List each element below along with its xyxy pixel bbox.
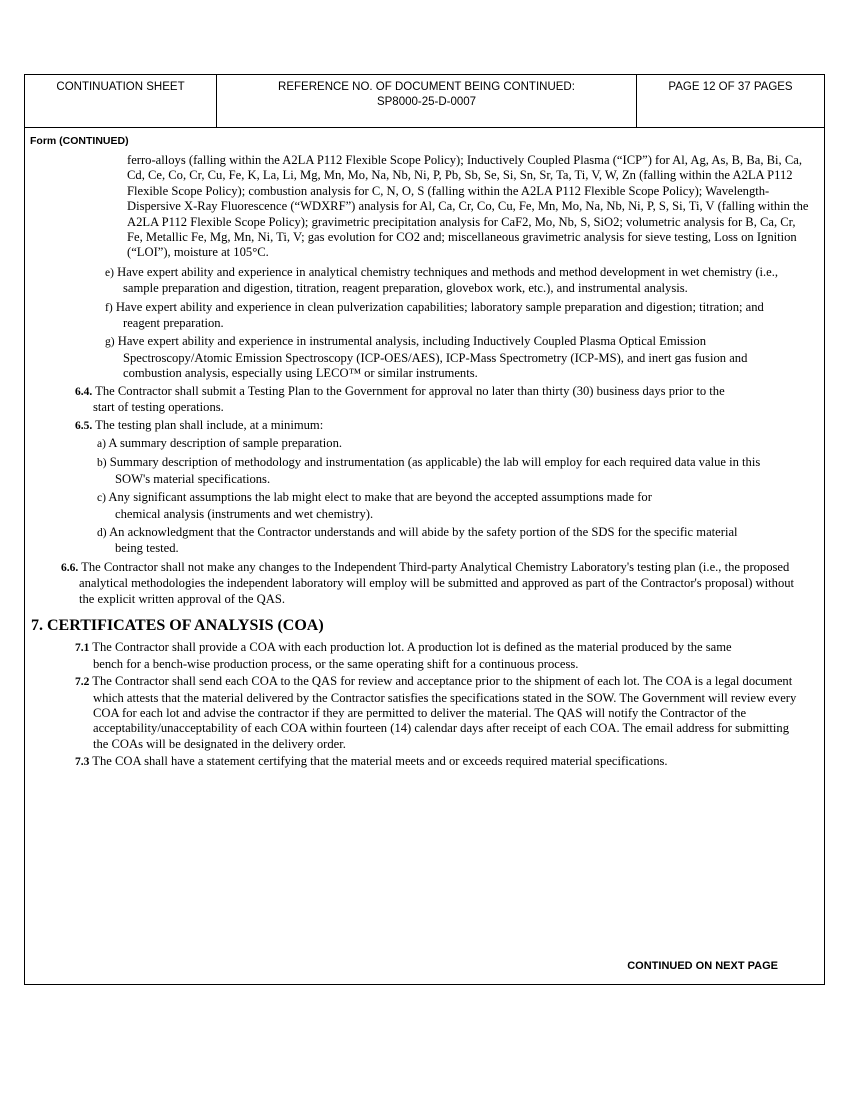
form-continued-label: Form (CONTINUED) [30,135,129,147]
list-item-c [97,490,669,522]
reference-number: SP8000-25-D-0007 [376,96,477,108]
paragraph-7-1 [75,640,740,672]
list-text: Any significant assumptions the lab might elect to make that are beyond the accepted assumptions made for chemical analysis (instruments and wet chemistry). [108,490,652,521]
paragraph-number: 7.3 [75,756,90,769]
paragraph-number: 6.4. [75,385,93,398]
continuation-sheet [24,74,825,985]
list-item-f [105,300,800,332]
list-item-e [105,265,800,297]
list-item-b [97,455,764,487]
list-text: Summary description of methodology and instrumentation (as applicable) the lab will employ for each required data value in this SOW's material specifications. [109,455,761,486]
paragraph-text: The Contractor shall submit a Testing Plan to the Government for approval no later than thirty (30) business days prior to the start of testing operations. [93,383,725,415]
list-label: a) [97,437,106,450]
list-item-d [97,525,764,557]
list-label: b) [97,457,107,470]
intro-paragraph: ferro-alloys (falling within the A2LA P112 Flexible Scope Policy); Inductively Coupled Plasma (“ICP”) for Al, Ag, As, B, Ba, Bi, Ca, Cd, Ce, Co, Cr, Cu, Fe, K, La, Li, Mg, Mn, Mo, Na, Nb, Ni, P, Pb, Sb, Se, Si, Sn, Sr, Ta, Ti, V, W, Zn (falling within the A2LA P112 Flexible Scope Policy); combustion analysis for C, N, O, S (falling within the A2LA P112 Flexible Scope Policy); Wavelength-Dispersive X-Ray Fluorescence (“WDXRF”) analysis for Al, Ca, Cr, Co, Cu, Fe, Mn, Mo, Na, Nb, Ni, P, S, Si, Ti, V (falling within the A2LA P112 Flexible Scope Policy); gravimetric precipitation analysis for CaF2, Mo, Nb, S, SiO2; volumetric analysis for B, Ca, Cr, Fe, Metallic Fe, Mg, Mn, Ni, Ti, V; gas evolution for CO2 and; miscellaneous gravimetric analysis for sieve testing, Loss on Ignition (“LOI”), moisture at 105°C. [127,153,809,260]
document-body [25,153,824,771]
paragraph-text: The Contractor shall provide a COA with each production lot. A production lot is defined as the material produced by the same bench for a bench-wise production process, or the same operating shift for a continuous process. [92,640,732,671]
paragraph-number: 7.2 [75,676,90,689]
list-label: c) [97,492,106,505]
list-text: Have expert ability and experience in analytical chemistry techniques and methods and method development in wet chemistry (i.e., sample preparation and digestion, titration, reagent preparation, glovebox work, etc.), and instrumental analysis. [117,264,779,296]
continuation-sheet-label: CONTINUATION SHEET [25,75,217,127]
continued-next-page: CONTINUED ON NEXT PAGE [627,960,778,972]
paragraph-6-4 [75,384,734,416]
list-text: Have expert ability and experience in clean pulverization capabilities; laboratory sample preparation and digestion; titration; and reagent preparation. [115,299,764,331]
list-text: Have expert ability and experience in instrumental analysis, including Inductively Coupled Plasma Optical Emission Spectroscopy/Atomic Emission Spectroscopy (ICP-OES/AES), ICP-Mass Spectrometry (ICP-MS), and inert gas fusion and combustion analysis, especially using LECO™ or similar instruments. [117,334,748,381]
paragraph-number: 6.6. [61,561,79,574]
paragraph-text: The Contractor shall not make any changes to the Independent Third-party Analytical Chemistry Laboratory's testing plan (i.e., the proposed analytical methodologies the independent laboratory will employ will be submitted and approved as part of the Contractor's proposal) without the explicit written approval of the QAS. [79,559,795,606]
list-label: e) [105,266,114,279]
list-label: d) [97,526,107,539]
list-item-a [97,436,764,452]
list-text: An acknowledgment that the Contractor understands and will abide by the safety portion of the SDS for the specific material being tested. [109,524,738,556]
page-count: PAGE 12 OF 37 PAGES [668,81,793,93]
paragraph-number: 7.1 [75,642,90,655]
paragraph-number: 6.5. [75,419,93,432]
list-label: g) [105,336,115,349]
section-7-title: 7. CERTIFICATES OF ANALYSIS (COA) [31,616,324,634]
paragraph-7-3 [75,754,764,770]
list-label: f) [105,301,113,314]
paragraph-6-5 [75,418,784,434]
reference-label: REFERENCE NO. OF DOCUMENT BEING CONTINUED: [278,81,575,93]
list-item-g [105,334,800,381]
reference-number-cell [217,75,637,127]
paragraph-text: The testing plan shall include, at a minimum: [95,417,324,432]
paragraph-6-6 [61,560,796,607]
paragraph-text: The COA shall have a statement certifying that the material meets and or exceeds required material specifications. [92,754,668,769]
list-text: A summary description of sample preparation. [108,435,343,450]
paragraph-7-2 [75,674,806,752]
paragraph-text: The Contractor shall send each COA to the QAS for review and acceptance prior to the shipment of each lot. The COA is a legal document which attests that the material delivered by the Contractor satisfies the specifications stated in the SOW. The Government will review every COA for each lot and advise the contractor if they are permitted to deliver the material. The QAS will notify the Contractor of the acceptability/unacceptability of each COA within fourteen (14) calendar days after receipt of each COA. The email address for submitting the COAs will be designated in the delivery order. [92,674,797,751]
sheet-header [25,75,824,128]
